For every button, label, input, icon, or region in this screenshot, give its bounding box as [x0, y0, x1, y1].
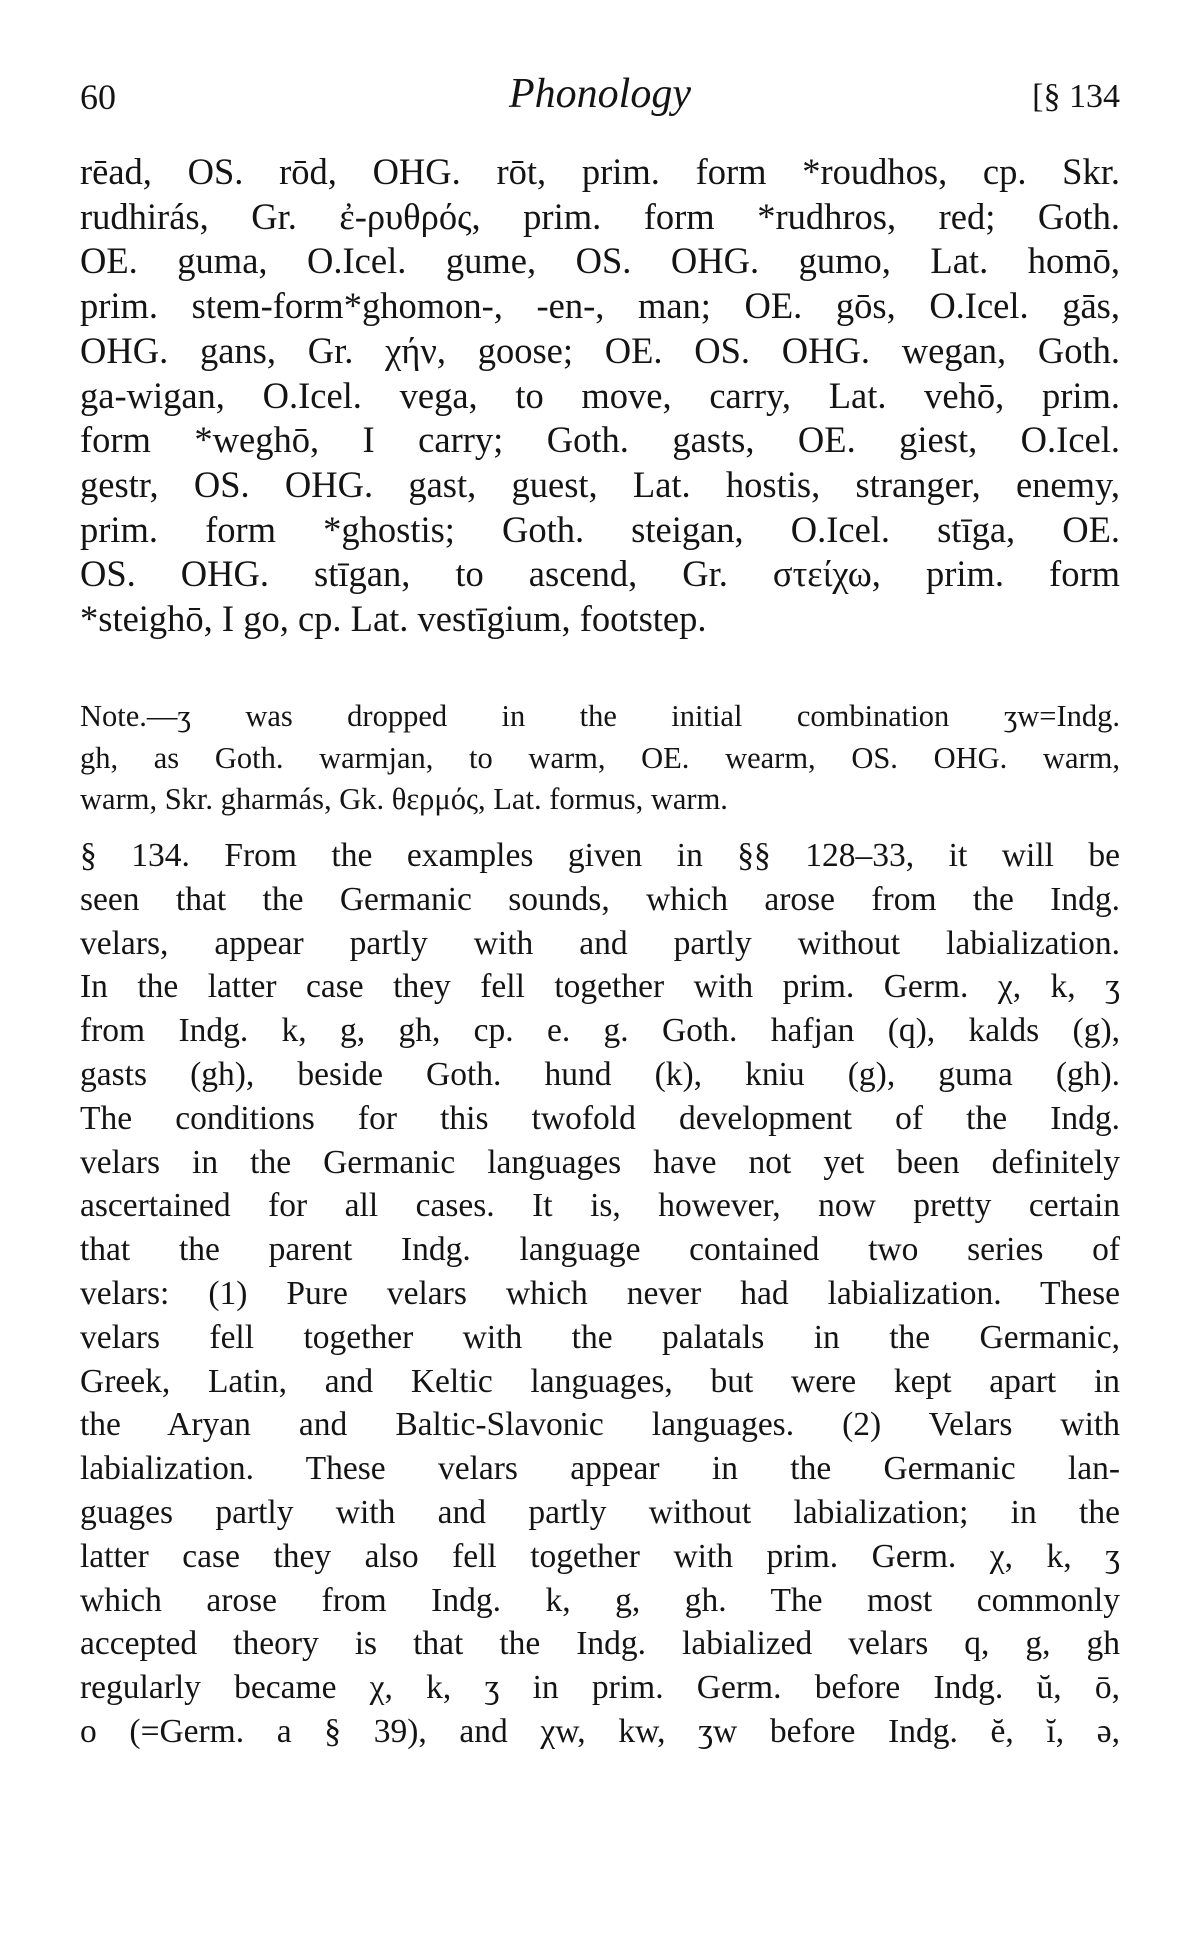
text-line: OS. OHG. stīgan, to ascend, Gr. στείχω, prim. form — [80, 553, 1120, 595]
paragraph-line: velars fell together with the palatals in the Germanic, — [80, 1318, 1120, 1356]
note-block — [80, 696, 1120, 821]
text-line: prim. form *ghostis; Goth. steigan, O.Icel. stīga, OE. — [80, 508, 1120, 550]
paragraph-line: from Indg. k, g, gh, cp. e. g. Goth. hafjan (q), kalds (g), — [80, 1012, 1120, 1050]
note-line: gh, as Goth. warmjan, to warm, OE. wearm, OS. OHG. warm, — [80, 740, 1120, 775]
paragraph-line: o (=Germ. a § 39), and χw, kw, ʒw before Indg. ĕ, ĭ, ə, — [80, 1712, 1120, 1750]
main-text-block — [80, 150, 1120, 642]
paragraph-line: regularly became χ, k, ʒ in prim. Germ. before Indg. ŭ, ō, — [80, 1669, 1120, 1707]
text-line: *steighō, I go, cp. Lat. vestīgium, footstep. — [80, 598, 707, 640]
paragraph-line: Greek, Latin, and Keltic languages, but were kept apart in — [80, 1362, 1120, 1400]
paragraph-line: the Aryan and Baltic-Slavonic languages. (2) Velars with — [80, 1406, 1120, 1444]
paragraph-line: latter case they also fell together with prim. Germ. χ, k, ʒ — [80, 1537, 1120, 1575]
running-head — [80, 58, 1120, 118]
paragraph-line: velars: (1) Pure velars which never had labialization. These — [80, 1274, 1120, 1312]
page-number: 60 — [80, 77, 116, 117]
paragraph-line: ascertained for all cases. It is, however, now pretty certain — [80, 1187, 1120, 1225]
paragraph-line: which arose from Indg. k, g, gh. The most commonly — [80, 1581, 1120, 1619]
text-line: OHG. gans, Gr. χήν, goose; OE. OS. OHG. wegan, Goth. — [80, 329, 1120, 371]
text-line: form *weghō, I carry; Goth. gasts, OE. giest, O.Icel. — [80, 419, 1120, 461]
running-title: Phonology — [509, 71, 691, 117]
section-134-paragraph — [80, 834, 1120, 1754]
paragraph-line: The conditions for this twofold development of the Indg. — [80, 1099, 1120, 1137]
text-line: ga-wigan, O.Icel. vega, to move, carry, Lat. vehō, prim. — [80, 374, 1120, 416]
paragraph-line: gasts (gh), beside Goth. hund (k), kniu (g), guma (gh). — [80, 1055, 1120, 1093]
paragraph-line: velars, appear partly with and partly without labialization. — [80, 924, 1120, 962]
text-line: OE. guma, O.Icel. gume, OS. OHG. gumo, Lat. homō, — [80, 240, 1120, 282]
paragraph-line: seen that the Germanic sounds, which arose from the Indg. — [80, 880, 1120, 918]
note-line: warm, Skr. gharmás, Gk. θερμός, Lat. formus, warm. — [80, 782, 728, 816]
paragraph-line: In the latter case they fell together with prim. Germ. χ, k, ʒ — [80, 968, 1120, 1006]
section-reference: [§ 134 — [1032, 78, 1120, 115]
text-line: gestr, OS. OHG. gast, guest, Lat. hostis, stranger, enemy, — [80, 463, 1120, 505]
text-line: rēad, OS. rōd, OHG. rōt, prim. form *roudhos, cp. Skr. — [80, 151, 1120, 192]
text-line: rudhirás, Gr. ἐ-ρυθρός, prim. form *rudhros, red; Goth. — [80, 195, 1120, 237]
paragraph-line: labialization. These velars appear in the Germanic lan- — [80, 1450, 1120, 1488]
paragraph-line: that the parent Indg. language contained two series of — [80, 1231, 1120, 1269]
paragraph-line: velars in the Germanic languages have not yet been definitely — [80, 1143, 1120, 1181]
paragraph-line: guages partly with and partly without labialization; in the — [80, 1493, 1120, 1531]
paragraph-line: § 134. From the examples given in §§ 128–33, it will be — [80, 837, 1120, 874]
text-line: prim. stem-form*ghomon-, -en-, man; OE. gōs, O.Icel. gās, — [80, 285, 1120, 327]
paragraph-line: accepted theory is that the Indg. labialized velars q, g, gh — [80, 1625, 1120, 1663]
note-line: Note.—ʒ was dropped in the initial combination ʒw=Indg. — [80, 699, 1120, 733]
